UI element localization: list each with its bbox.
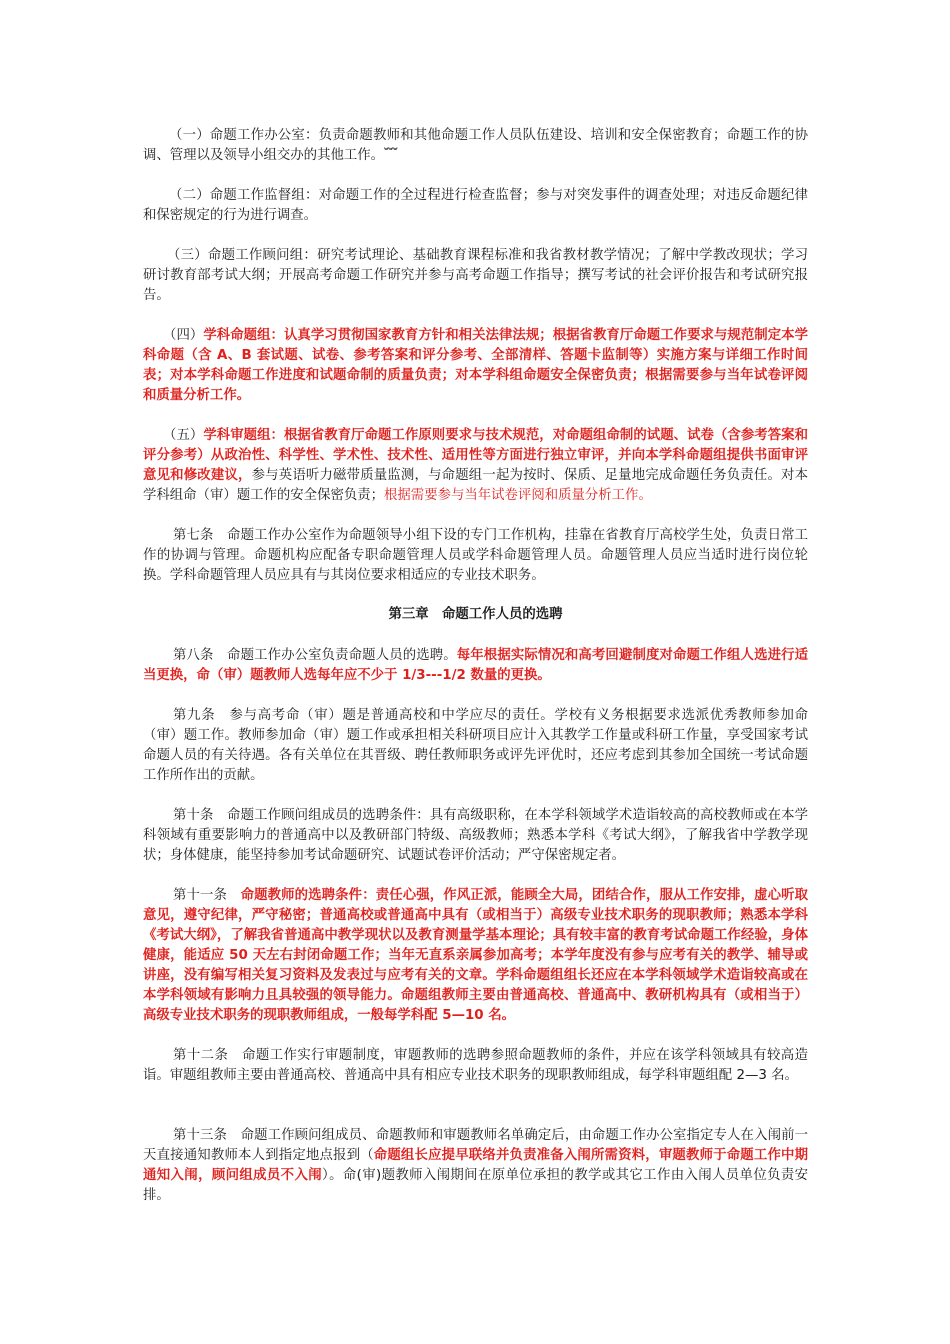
paragraph-8 xyxy=(143,706,808,786)
paragraph-5-highlight-b: 根据需要参与当年试卷评阅和质量分析工作。 xyxy=(384,488,652,503)
paragraph-11-text: 第十二条 命题工作实行审题制度，审题教师的选聘参照命题教师的条件，并应在该学科领域具有较高造诣。审题组教师主要由普通高校、普通高中具有相应专业技术职务的现职教师组成，每学科审题组配 2—3 名。 xyxy=(143,1048,808,1083)
paragraph-11 xyxy=(143,1046,808,1086)
paragraph-6 xyxy=(143,526,808,586)
paragraph-3 xyxy=(143,246,808,306)
paragraph-12 xyxy=(143,1126,808,1206)
paragraph-12-suffix: ）。命(审)题教师入闱期间在原单位承担的教学或其它工作由入闱人员单位负责安排。 xyxy=(143,1168,809,1203)
paragraph-5-prefix: （五） xyxy=(163,428,204,443)
paragraph-7-highlight: 每年根据实际情况和高考回避制度对命题工作组人选进行适当更换，命（审）题教师人选每年应不少于 1/3---1/2 数量的更换。 xyxy=(143,648,809,683)
paragraph-12-highlight: 命题组长应提早联络并负责准备入闱所需资料，审题教师于命题工作中期通知入闱，顾问组成员不入闱 xyxy=(143,1148,809,1183)
paragraph-6-text: 第七条 命题工作办公室作为命题领导小组下设的专门工作机构，挂靠在省教育厅高校学生处，负责日常工作的协调与管理。命题机构应配备专职命题管理人员或学科命题管理人员。命题管理人员应当适时进行岗位轮换。学科命题管理人员应具有与其岗位要求相适应的专业技术职务。 xyxy=(143,528,808,583)
paragraph-12-prefix: 第十三条 命题工作顾问组成员、命题教师和审题教师名单确定后，由命题工作办公室指定专人在入闱前一天直接通知教师本人到指定地点报到（ xyxy=(143,1128,808,1163)
paragraph-5-highlight-a: 学科审题组：根据省教育厅命题工作原则要求与技术规范，对命题组命制的试题、试卷（含参考答案和评分参考）从政治性、科学性、学术性、技术性、适用性等方面进行独立审评，并向本学科命题组提供书面审评意见和修改建议， xyxy=(143,428,809,483)
paragraph-7 xyxy=(143,646,808,686)
paragraph-4-prefix: （四） xyxy=(163,328,204,343)
paragraph-2-text: （二）命题工作监督组：对命题工作的全过程进行检查监督；参与对突发事件的调查处理；对违反命题纪律和保密规定的行为进行调查。 xyxy=(143,188,808,223)
paragraph-9 xyxy=(143,806,808,866)
paragraph-4-highlight: 学科命题组：认真学习贯彻国家教育方针和相关法律法规；根据省教育厅命题工作要求与规范制定本学科命题（含 A、B 套试题、试卷、参考答案和评分参考、全部清样、答题卡监制等）实施方案与详细工作时间表；对本学科命题工作进度和试题命制的质量负责；对本学科组命题安全保密负责；根据需要参与当年试卷评阅和质量分析工作。 xyxy=(143,328,809,403)
paragraph-5 xyxy=(143,426,808,506)
paragraph-5-middle: 参与英语听力磁带质量监测，与命题组一起为按时、保质、足量地完成命题任务负责任。对本学科组命（审）题工作的安全保密负责； xyxy=(143,468,809,503)
paragraph-10-highlight: 命题教师的选聘条件：责任心强，作风正派，能顾全大局，团结合作，服从工作安排，虚心听取意见，遵守纪律，严守秘密；普通高校或普通高中具有（或相当于）高级专业技术职务的现职教师；熟悉本学科《考试大纲》，了解我省普通高中教学现状以及教育测量学基本理论；具有较丰富的教育考试命题工作经验，身体健康，能适应 50 天左右封闭命题工作；当年无直系亲属参加高考；本学年度没有参与应考有关的教学、辅导或讲座，没有编写相关复习资料及发表过与应考有关的文章。学科命题组组长还应在本学科领域学术造诣较高或在本学科领域有影响力且具较强的领导能力。命题组教师主要由普通高校、普通高中、教研机构具有（或相当于）高级专业技术职务的现职教师组成，一般每学科配 5—10 名。 xyxy=(143,888,809,1023)
paragraph-7-text: 第八条 命题工作办公室负责命题人员的选聘。 xyxy=(173,648,457,663)
paragraph-2 xyxy=(143,186,808,226)
paragraph-10-prefix: 第十一条 xyxy=(173,888,241,903)
paragraph-1-text: （一）命题工作办公室：负责命题教师和其他命题工作人员队伍建设、培训和安全保密教育；命题工作的协调、管理以及领导小组交办的其他工作。﹌ xyxy=(143,128,808,163)
paragraph-1 xyxy=(143,126,808,166)
paragraph-9-text: 第十条 命题工作顾问组成员的选聘条件：具有高级职称，在本学科领域学术造诣较高的高校教师或在本学科领域有重要影响力的普通高中以及教研部门特级、高级教师；熟悉本学科《考试大纲》，了解我省中学教学现状；身体健康，能坚持参加考试命题研究、试题试卷评价活动；严守保密规定者。 xyxy=(143,808,808,863)
chapter-heading: 第三章 命题工作人员的选聘 xyxy=(388,607,563,622)
paragraph-4 xyxy=(143,326,808,406)
paragraph-10 xyxy=(143,886,808,1026)
paragraph-8-text: 第九条 参与高考命（审）题是普通高校和中学应尽的责任。学校有义务根据要求选派优秀教师参加命（审）题工作。教师参加命（审）题工作或承担相关科研项目应计入其教学工作量或科研工作量，享受国家考试命题人员的有关待遇。各有关单位在其晋级、聘任教师职务或评先评优时，还应考虑到其参加全国统一考试命题工作所作出的贡献。 xyxy=(143,708,808,783)
paragraph-3-text: （三）命题工作顾问组：研究考试理论、基础教育课程标准和我省教材教学情况；了解中学教改现状；学习研讨教育部考试大纲；开展高考命题工作研究并参与高考命题工作指导；撰写考试的社会评价报告和考试研究报告。 xyxy=(143,248,808,303)
